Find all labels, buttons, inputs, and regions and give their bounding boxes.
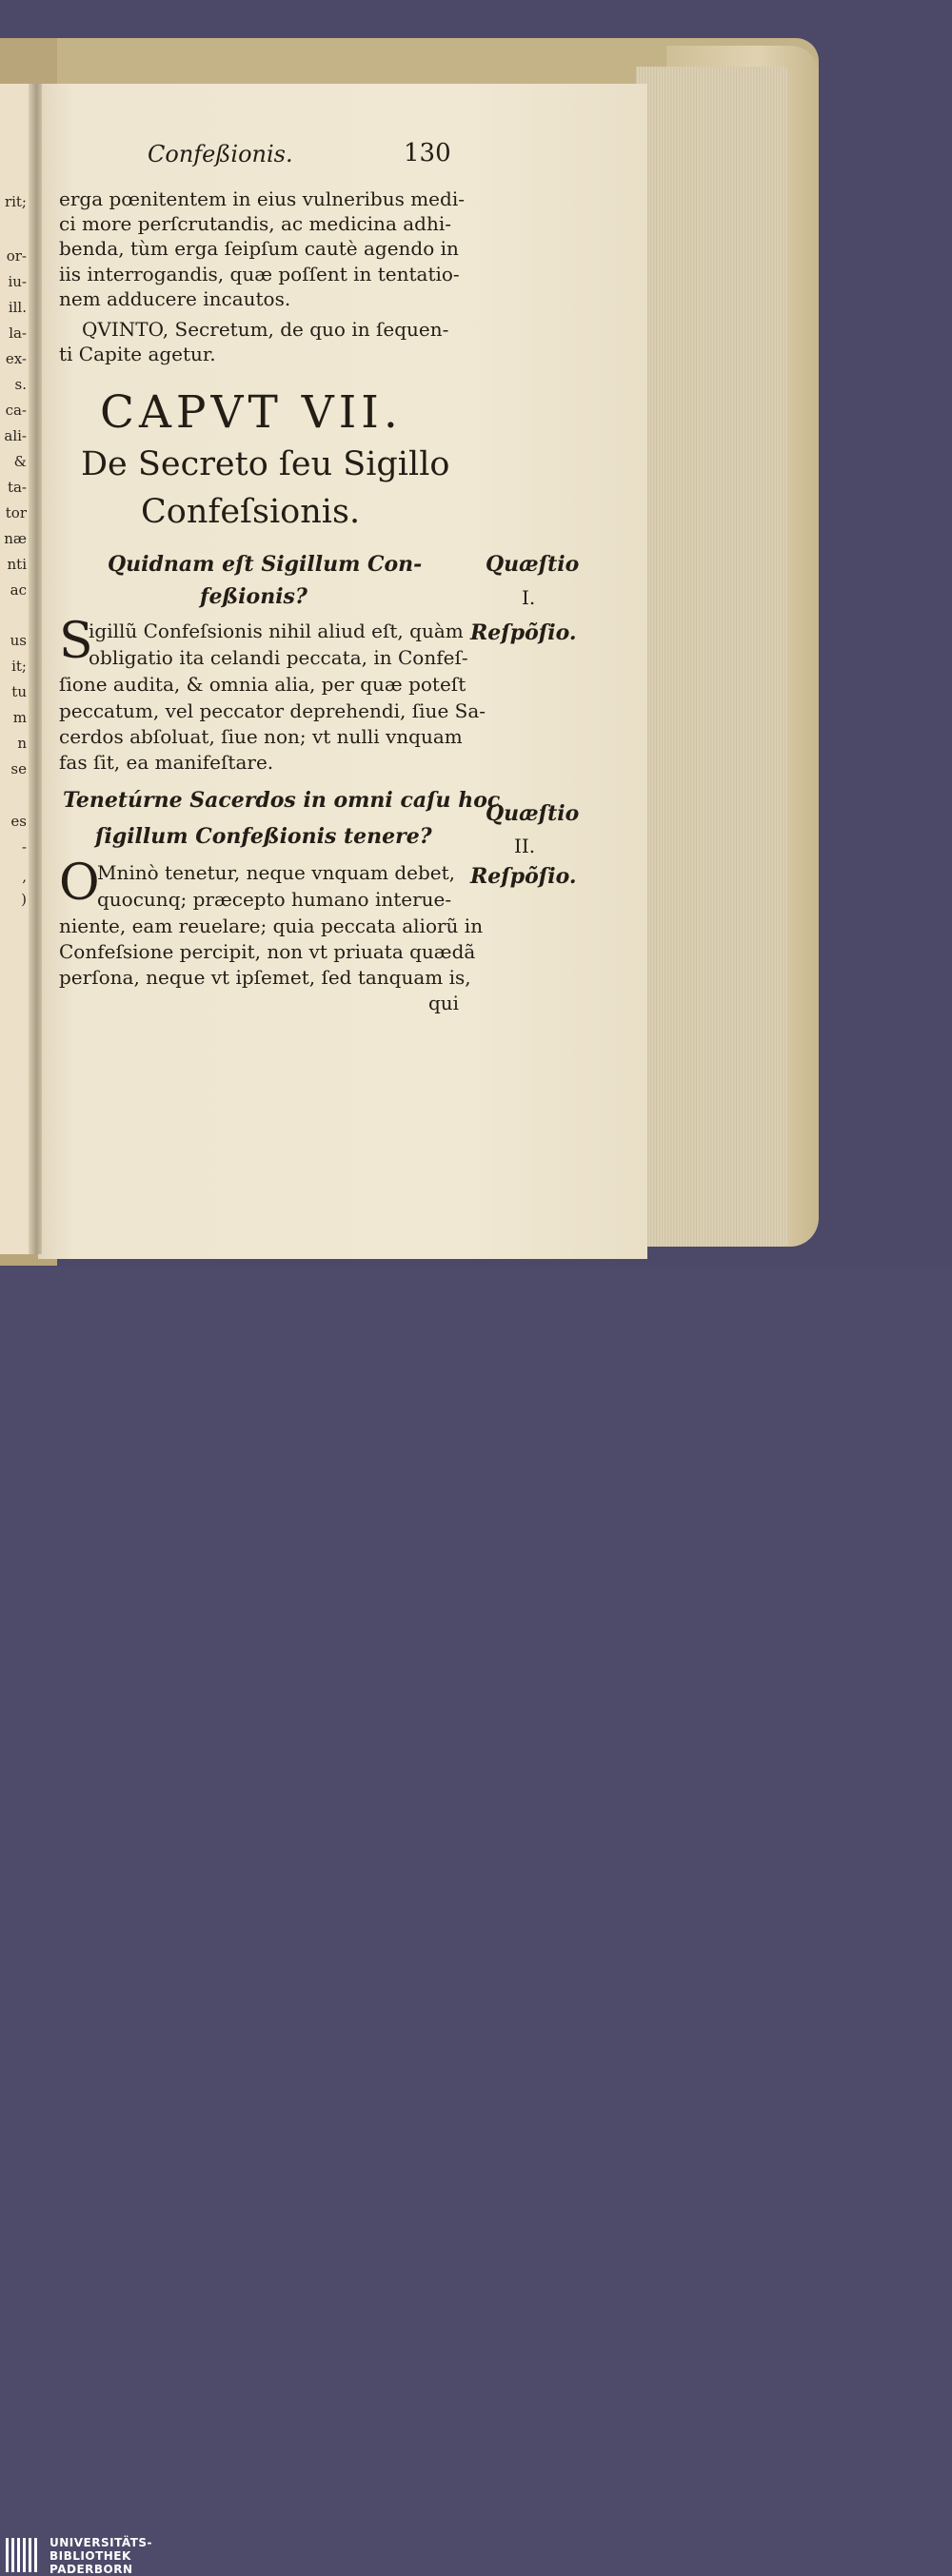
question-line: Quidnam eſt Sigillum Con- xyxy=(108,552,423,577)
text-line: QVINTO, Secretum, de quo in ſequen- xyxy=(82,318,449,341)
right-page xyxy=(38,84,647,1259)
library-logo-icon xyxy=(6,2538,44,2572)
text-line: iis interrogandis, quæ poſſent in tentatio- xyxy=(59,263,460,285)
margin-question-label: Quæſtio xyxy=(486,801,580,826)
catchword: qui xyxy=(428,992,460,1014)
left-fragment: , xyxy=(22,868,27,885)
chapter-number: CAPVT VII. xyxy=(100,386,403,439)
margin-answer-label: Reſpõſio. xyxy=(470,620,577,645)
left-fragment: tu xyxy=(11,683,27,700)
drop-cap: S xyxy=(59,613,93,670)
footer-bar xyxy=(0,1268,952,2576)
left-fragment: rit; xyxy=(4,193,27,210)
text-line: Mninò tenetur, neque vnquam debet, xyxy=(97,861,455,884)
drop-cap: O xyxy=(59,855,100,912)
text-line: obligatio ita celandi peccata, in Confeſ- xyxy=(89,646,468,669)
left-fragment: & xyxy=(13,453,27,470)
left-fragment: ca- xyxy=(5,402,27,419)
margin-question-number: II. xyxy=(514,835,536,857)
left-fragment: us xyxy=(10,632,27,649)
text-line: perſona, neque vt ipſemet, ſed tanquam is, xyxy=(59,966,471,989)
left-fragment: næ xyxy=(4,530,27,547)
left-fragment: se xyxy=(10,760,27,777)
book-gutter xyxy=(29,84,42,1254)
question-line: Tenetúrne Sacerdos in omni caſu hoc xyxy=(63,788,501,813)
chapter-title: De Secreto ſeu Sigillo xyxy=(81,445,450,483)
text-line: niente, eam reuelare; quia peccata aliorũ in xyxy=(59,914,484,937)
chapter-title-continued: Confeſsionis. xyxy=(141,493,361,531)
text-line: quocunq; præcepto humano interue- xyxy=(97,888,452,911)
page-block-edges xyxy=(636,67,788,1247)
running-head: Confeßionis. xyxy=(148,141,293,167)
left-fragment: - xyxy=(21,838,27,855)
library-name-line: PADERBORN xyxy=(50,2563,133,2576)
text-line: ſione audita, & omnia alia, per quæ poteſt xyxy=(59,673,466,696)
left-fragment: ali- xyxy=(4,427,27,444)
left-fragment: iu- xyxy=(8,273,27,290)
left-fragment: or- xyxy=(6,247,27,265)
margin-question-number: I. xyxy=(522,586,536,609)
book-scan xyxy=(0,0,952,1268)
margin-answer-label: Reſpõſio. xyxy=(470,864,577,889)
left-fragment: tor xyxy=(5,504,27,521)
text-line: nem adducere incautos. xyxy=(59,287,291,310)
text-line: Confeſsione percipit, non vt priuata quædã xyxy=(59,940,476,963)
left-fragment: ) xyxy=(21,891,27,908)
left-fragment: nti xyxy=(7,556,27,573)
left-fragment: ill. xyxy=(8,299,27,316)
left-fragment: la- xyxy=(9,324,27,342)
left-fragment: es xyxy=(10,813,27,830)
left-fragment: it; xyxy=(11,658,27,675)
left-fragment: ac xyxy=(10,581,27,599)
text-line: benda, tùm erga ſeipſum cautè agendo in xyxy=(59,237,459,260)
text-line: fas ſit, ea manifeſtare. xyxy=(59,751,274,774)
question-line: feßionis? xyxy=(200,584,307,609)
text-line: erga pœnitentem in eius vulneribus medi- xyxy=(59,187,465,210)
question-line: ſigillum Confeßionis tenere? xyxy=(95,824,432,849)
left-fragment: s. xyxy=(14,376,27,393)
left-fragment: m xyxy=(12,709,27,726)
left-fragment: ta- xyxy=(7,479,27,496)
library-name-line: BIBLIOTHEK xyxy=(50,2549,131,2563)
left-fragment: n xyxy=(17,735,27,752)
text-line: ti Capite agetur. xyxy=(59,343,216,365)
text-line: peccatum, vel peccator deprehendi, ſiue Sa- xyxy=(59,699,486,722)
left-fragment: ex- xyxy=(5,350,27,367)
page-number: 130 xyxy=(404,139,451,167)
text-line: igillũ Confeſsionis nihil aliud eſt, quàm xyxy=(89,619,464,642)
margin-question-label: Quæſtio xyxy=(486,552,580,577)
library-name-line: UNIVERSITÄTS- xyxy=(50,2536,153,2549)
text-line: cerdos abſoluat, ſiue non; vt nulli vnquam xyxy=(59,725,463,748)
text-line: ci more perſcrutandis, ac medicina adhi- xyxy=(59,212,451,235)
